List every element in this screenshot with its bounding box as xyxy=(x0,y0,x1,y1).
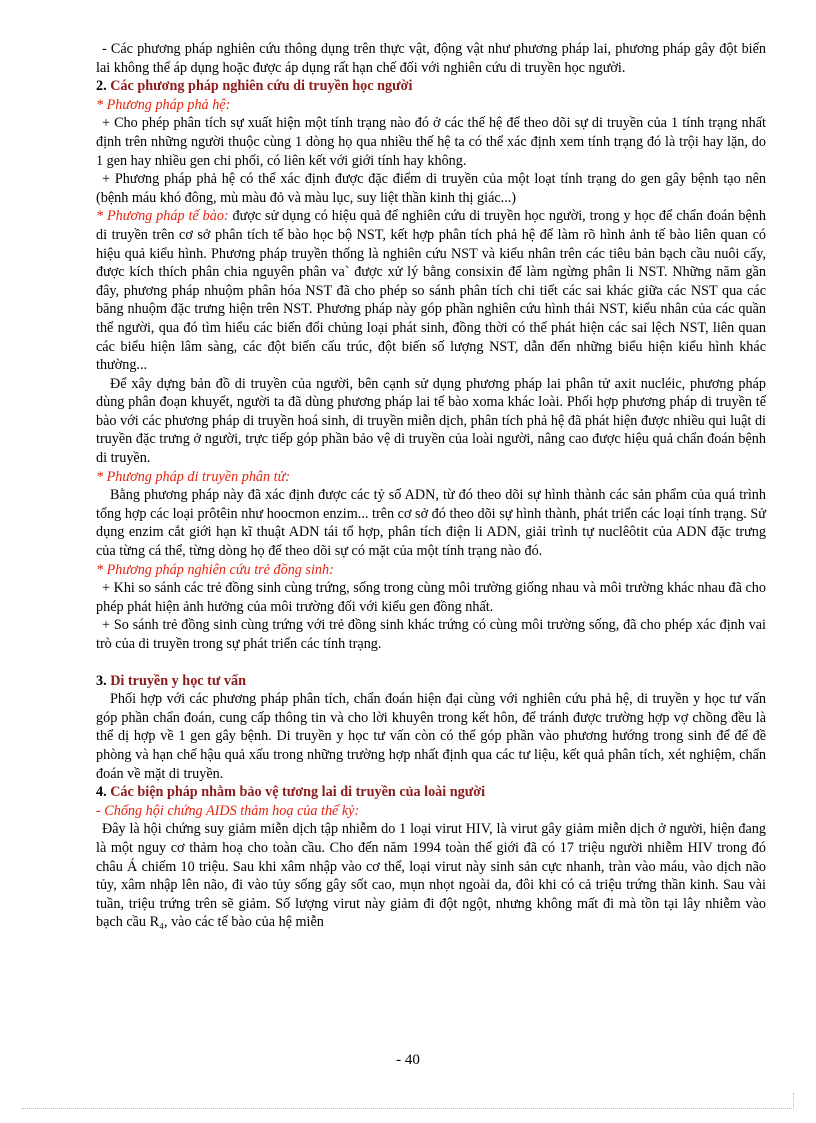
section-number: 2. xyxy=(96,78,111,95)
body-paragraph: Bằng phương pháp này đã xác định được các tỷ số ADN, từ đó theo dõi sự hình thành các sản phẩm của quá trình tổng hợp các loại prôtêin như hoocmon enzim... trên cơ sở đó theo dõi sự hình thành, phát triển các loại tính trạng. Sử dụng enzim cắt giới hạn kĩ thuật ADN tái tổ hợp, phân tích điện li ADN, giải trình tự nuclêôtit của ADN đặc trưng của từng cá thể, từng dòng họ để theo dõi sự có mặt của một tính trạng nào đó. xyxy=(96,487,766,560)
section-heading xyxy=(96,77,766,96)
blank-line xyxy=(96,654,766,672)
body-paragraph: Phối hợp với các phương pháp phân tích, chẩn đoán hiện đại cùng với nghiên cứu phả hệ, di truyền y học tư vấn góp phần chẩn đoán, cung cấp thông tin và cho lời khuyên trong kết hôn, để tránh được trường hợp vợ chồng đều là thể dị hợp về 1 gen gây bệnh. Di truyền y học tư vấn còn có thể góp phần vào phương hướng trong sinh để để đề phòng và hạn chế hậu quả xấu trong những trường hợp nhất định qua các tư liệu, kết quả phân tích, xét nghiệm, chẩn đoán về mặt di truyền. xyxy=(96,691,766,782)
body-paragraph: + So sánh trẻ đồng sinh cùng trứng với trẻ đồng sinh khác trứng có cùng môi trường sống, đã cho phép xác định vai trò của di truyền trong sự phát triển các tính trạng. xyxy=(96,617,766,652)
paragraph-text: được sử dụng có hiệu quả để nghiên cứu di truyền học người, trong y học để chẩn đoán bệnh di truyền trên cơ sở phân tích tế bào học bộ NST, kết hợp phân tích phả hệ để làm rõ hình ảnh tế bào liên quan có hiệu quả kiểu hình. Phương pháp truyền thống là nghiên cứu NST và kiểu nhân trên các tiêu bản bạch cầu nuôi cấy, được kích thích phân chia nguyên phân va` được xử lý bằng consixin để làm ngừng phân li NST. Những năm gần đây, phương pháp nhuộm phân hóa NST đã cho phép so sánh phân tích chi tiết các sai khác giữa các NST qua các băng nhuộm đặc trưng hiện trên NST. Phương pháp này góp phần nghiên cứu hình thái NST, kiểu nhân của các quần thể người, qua đó tìm hiểu các biến đổi chủng loại phát sinh, đồng thời có thể phát hiện các sai lệch NST, liên quan các biểu hiện lâm sàng, các đột biến cấu trúc, đột biến số lượng NST, dẫn đến những biểu hiện kiểu hình khác thường... xyxy=(96,208,766,374)
section-title: Di truyền y học tư vấn xyxy=(110,672,246,689)
inline-subheading: * Phương pháp tế bào: xyxy=(96,208,229,225)
footer-border-corner xyxy=(793,1093,794,1109)
subheading: - Chống hội chứng AIDS thảm hoạ của thế kỷ: xyxy=(96,802,360,819)
body-paragraph: Đây là hội chứng suy giảm miễn dịch tập nhiễm do 1 loại virut HIV, là virut gây giảm miễn dịch ở người, hiện đang là một nguy cơ thảm hoạ cho toàn cầu. Cho đến năm 1994 toàn thế giới đã có 17 triệu người nhiễm HIV trong đó châu Á chiếm 10 triệu. Sau khi xâm nhập vào cơ thể, loại virut này sinh sản cực nhanh, tràn vào máu, vào dịch não tủy, xâm nhập lên não, đi vào tủy sống gây sốt cao, mụn nhọt ngoài da, đôi khi có cả triệu trứng thần kinh. Sau vài tuần, triệu trứng trên sẽ giảm. Số lượng virut này giảm đi đột ngột, nhưng không mất đi mà tồn tại lây nhiễm vào bạch cầu R₄, vào các tế bào của hệ miễn xyxy=(96,821,766,931)
section-heading xyxy=(96,783,766,802)
subheading: * Phương pháp nghiên cứu trẻ đồng sinh: xyxy=(96,561,334,578)
page-body xyxy=(96,40,766,932)
page-number: - 40 xyxy=(396,1052,420,1068)
section-title: Các biện pháp nhằm bảo vệ tương lai di truyền của loài người xyxy=(110,784,486,801)
body-paragraph: Để xây dựng bản đồ di truyền của người, bên cạnh sử dụng phương pháp lai phân tử axit nucléic, phương pháp dùng phân đoạn khuyết, người ta đã dùng phương pháp lai tế bào xoma khác loài. Phối hợp phương pháp di truyền tế bào với các phương pháp di truyền hoá sinh, di truyền miễn dịch, phân tích phả hệ đã phát hiện được nhiều qui luật di truyền đặc trưng ở người, trực tiếp góp phần bảo vệ di truyền của loài người, nâng cao được hiệu quả chẩn đoán bệnh di truyền. xyxy=(96,375,766,467)
body-paragraph: + Cho phép phân tích sự xuất hiện một tính trạng nào đó ở các thế hệ để theo dõi sự di truyền của 1 tính trạng nhất định trên những người thuộc cùng 1 dòng họ qua nhiều thế hệ ta có thể xác định xem tính trạng đó là trội hay lặn, do 1 gen hay nhiều gen chi phối, có liên kết với giới tính hay không. xyxy=(96,115,766,169)
subheading: * Phương pháp di truyền phân tử: xyxy=(96,468,291,485)
body-paragraph: + Phương pháp phả hệ có thể xác định được đặc điểm di truyền của một loạt tính trạng do gen gây bệnh tạo nên (bệnh máu khó đông, mù màu đỏ và màu lục, suy liệt thần kinh thị giác...) xyxy=(96,171,766,206)
footer-border xyxy=(22,1108,794,1109)
section-title: Các phương pháp nghiên cứu di truyền học người xyxy=(110,78,413,95)
body-paragraph: + Khi so sánh các trẻ đồng sinh cùng trứng, sống trong cùng môi trường giống nhau và môi trường khác nhau đã cho phép phát hiện ảnh hưởng của môi trường đối với kiểu gen đồng nhất. xyxy=(96,580,766,615)
subheading: * Phương pháp phả hệ: xyxy=(96,96,231,113)
body-paragraph: - Các phương pháp nghiên cứu thông dụng trên thực vật, động vật như phương pháp lai, phương pháp gây đột biến lai không thể áp dụng hoặc được áp dụng rất hạn chế đối với nghiên cứu di truyền học người. xyxy=(96,41,766,76)
body-paragraph xyxy=(96,207,766,374)
section-heading xyxy=(96,672,766,691)
section-number: 4. xyxy=(96,784,111,801)
section-number: 3. xyxy=(96,672,111,689)
